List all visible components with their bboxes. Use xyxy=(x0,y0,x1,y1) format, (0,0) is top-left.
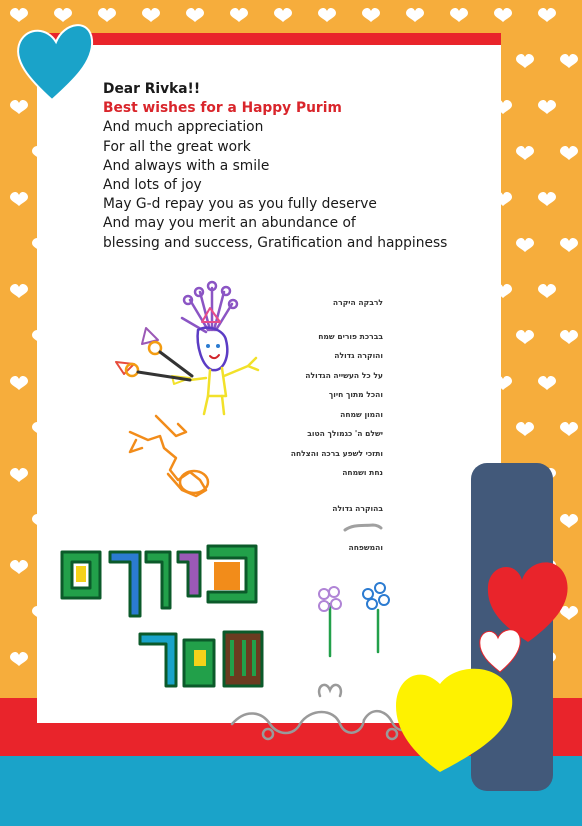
top-red-band xyxy=(37,33,501,45)
pattern-heart-icon xyxy=(560,54,578,68)
hebrew-letter xyxy=(291,293,383,557)
signature-scribble xyxy=(291,518,383,538)
pattern-heart-icon xyxy=(450,8,468,22)
pattern-heart-icon xyxy=(560,146,578,160)
pattern-heart-icon xyxy=(10,560,28,574)
hebrew-line: בברכת פורים שמח xyxy=(318,331,383,341)
pattern-heart-icon xyxy=(560,238,578,252)
hebrew-line: והכל מתוך חיוך xyxy=(328,390,383,399)
pattern-heart-icon xyxy=(560,330,578,344)
greeting-line: May G-d repay you as you fully deserve xyxy=(103,196,377,213)
hebrew-salutation: לרבקה היקרה xyxy=(332,298,383,307)
pattern-heart-icon xyxy=(10,376,28,390)
greeting-line: And much appreciation xyxy=(103,119,264,136)
spacer xyxy=(291,483,383,499)
pattern-heart-icon xyxy=(494,8,512,22)
pattern-heart-icon xyxy=(538,284,556,298)
pattern-heart-icon xyxy=(516,422,534,436)
pattern-heart-icon xyxy=(98,8,116,22)
pattern-heart-icon xyxy=(516,238,534,252)
greeting-salutation: Dear Rivka!! xyxy=(103,81,201,97)
hebrew-line: ישלם ה' כגמולך הטוב xyxy=(307,429,383,438)
pattern-heart-icon xyxy=(406,8,424,22)
hebrew-line: על כל העשייה הגדולה xyxy=(305,370,383,380)
pattern-heart-icon xyxy=(538,100,556,114)
pattern-heart-icon xyxy=(516,54,534,68)
pattern-heart-icon xyxy=(560,422,578,436)
english-greeting xyxy=(103,80,447,253)
pattern-heart-icon xyxy=(362,8,380,22)
hebrew-line: והמון שמחה xyxy=(340,409,383,419)
pattern-heart-icon xyxy=(142,8,160,22)
pattern-heart-icon xyxy=(516,146,534,160)
hebrew-line: נחת ושמחה xyxy=(342,468,383,477)
hebrew-line: ותזכי לשפע ברכה והצלחה xyxy=(290,448,383,458)
pattern-heart-icon xyxy=(54,8,72,22)
greeting-line: And may you merit an abundance of xyxy=(103,215,356,232)
hebrew-closing: בהוקרה גדולה xyxy=(332,503,383,513)
greeting-headline: Best wishes for a Happy Purim xyxy=(103,100,342,117)
greeting-line: And always with a smile xyxy=(103,157,270,174)
pattern-heart-icon xyxy=(10,100,28,114)
pattern-heart-icon xyxy=(10,652,28,666)
pattern-heart-icon xyxy=(538,8,556,22)
pattern-heart-icon xyxy=(10,284,28,298)
greeting-line: blessing and success, Gratification and happiness xyxy=(103,234,448,251)
greeting-line: And lots of joy xyxy=(103,177,202,194)
pattern-heart-icon xyxy=(516,330,534,344)
pattern-heart-icon xyxy=(10,192,28,206)
pattern-heart-icon xyxy=(274,8,292,22)
pattern-heart-icon xyxy=(10,8,28,22)
pattern-heart-icon xyxy=(538,192,556,206)
pattern-heart-icon xyxy=(186,8,204,22)
signature-icon xyxy=(343,522,383,534)
pattern-heart-icon xyxy=(10,468,28,482)
spacer xyxy=(291,313,383,327)
pattern-heart-icon xyxy=(560,606,578,620)
hebrew-sign-off: והמשפחה xyxy=(348,542,383,552)
pattern-heart-icon xyxy=(538,376,556,390)
hebrew-line: והוקרה גדולה xyxy=(334,351,383,360)
navy-bar xyxy=(471,463,553,791)
pattern-heart-icon xyxy=(230,8,248,22)
greeting-line: For all the great work xyxy=(103,138,251,155)
pattern-heart-icon xyxy=(560,514,578,528)
pattern-heart-icon xyxy=(318,8,336,22)
